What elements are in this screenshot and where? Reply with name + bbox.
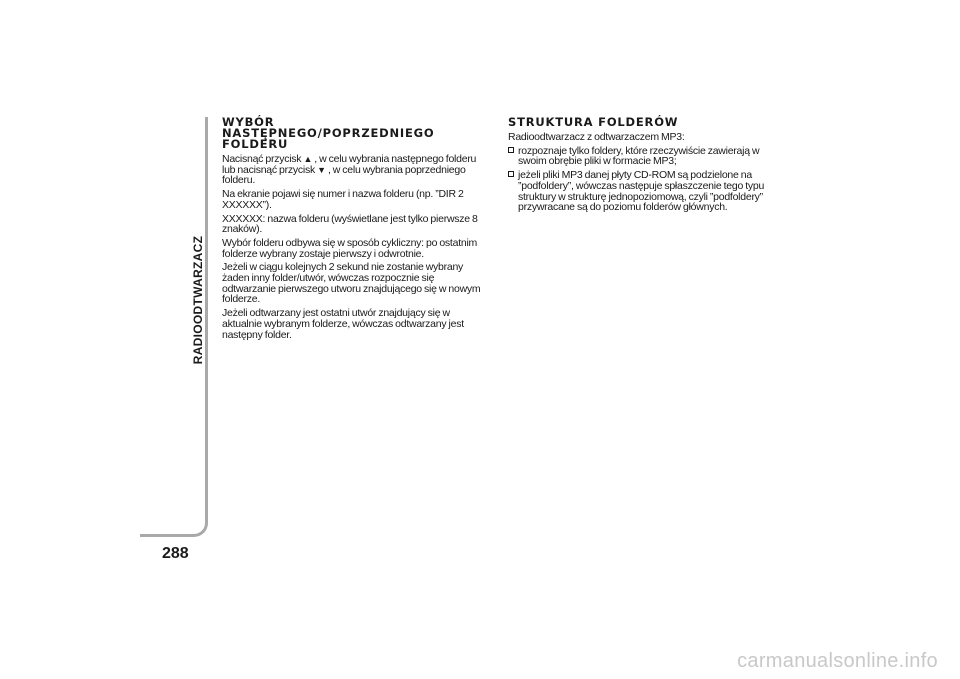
- list-item-text: jeżeli pliki MP3 danej płyty CD-ROM są podzielone na ”podfoldery”, wówczas następuje spłaszczenie tego typu struktury w strukturę jednopoziomową, czyli ”podfoldery” przywracane są do poziomu folderów głównych.: [518, 169, 765, 214]
- page-number: 288: [162, 545, 189, 562]
- heading-line: FOLDERU: [222, 137, 289, 151]
- list-item: [508, 170, 788, 213]
- bullet-square-icon: [508, 171, 514, 177]
- paragraph-cyclic: Wybór folderu odbywa się w sposób cykliczny: po ostatnim folderze wybrany zostaje pierwszy i odwrotnie.: [222, 236, 478, 260]
- list-item: [508, 146, 788, 167]
- bullet-square-icon: [508, 147, 514, 153]
- paragraph-buttons: [222, 154, 490, 186]
- section-heading-folder-select: [222, 117, 490, 150]
- left-column: [222, 117, 490, 343]
- paragraph-folder-name: XXXXXX: nazwa folderu (wyświetlane jest tylko pierwsze 8 znaków).: [222, 212, 478, 236]
- section-label-text: RADIOODTWARZACZ: [191, 235, 205, 365]
- bullet-list: [508, 146, 788, 213]
- paragraph-intro: Radioodtwarzacz z odtwarzaczem MP3:: [508, 131, 685, 143]
- paragraph-timeout: Jeżeli w ciągu kolejnych 2 sekund nie zostanie wybrany żaden inny folder/utwór, wówczas rozpocznie się odtwarzanie pierwszego utworu znajdującego się w nowym folderze.: [222, 261, 481, 306]
- heading-line: WYBÓR: [222, 115, 275, 129]
- heading-line: NASTĘPNEGO/POPRZEDNIEGO: [222, 126, 435, 140]
- section-heading-folder-structure: STRUKTURA FOLDERÓW: [508, 115, 679, 129]
- paragraph-last-track: Jeżeli odtwarzany jest ostatni utwór znajdujący się w aktualnie wybranym folderze, wówczas odtwarzany jest następny folder.: [222, 307, 464, 341]
- up-arrow-icon: ▲: [303, 154, 313, 164]
- paragraph-display: Na ekranie pojawi się numer i nazwa folderu (np. ”DIR 2 XXXXXX”).: [222, 188, 464, 211]
- paragraph-text: Nacisnąć przycisk: [222, 153, 304, 165]
- list-item-text: rozpoznaje tylko foldery, które rzeczywiście zawierają w swoim obrębie pliki w formacie MP3;: [518, 144, 760, 168]
- footer-watermark: carmanualsonline.info: [737, 650, 938, 672]
- paragraph-text: , w celu wybrania następnego folderu lub nacisnąć przycisk: [222, 153, 477, 176]
- right-column: [508, 117, 788, 216]
- paragraph-text: , w celu wybrania poprzedniego folderu.: [222, 163, 466, 187]
- down-arrow-icon: ▼: [317, 164, 326, 175]
